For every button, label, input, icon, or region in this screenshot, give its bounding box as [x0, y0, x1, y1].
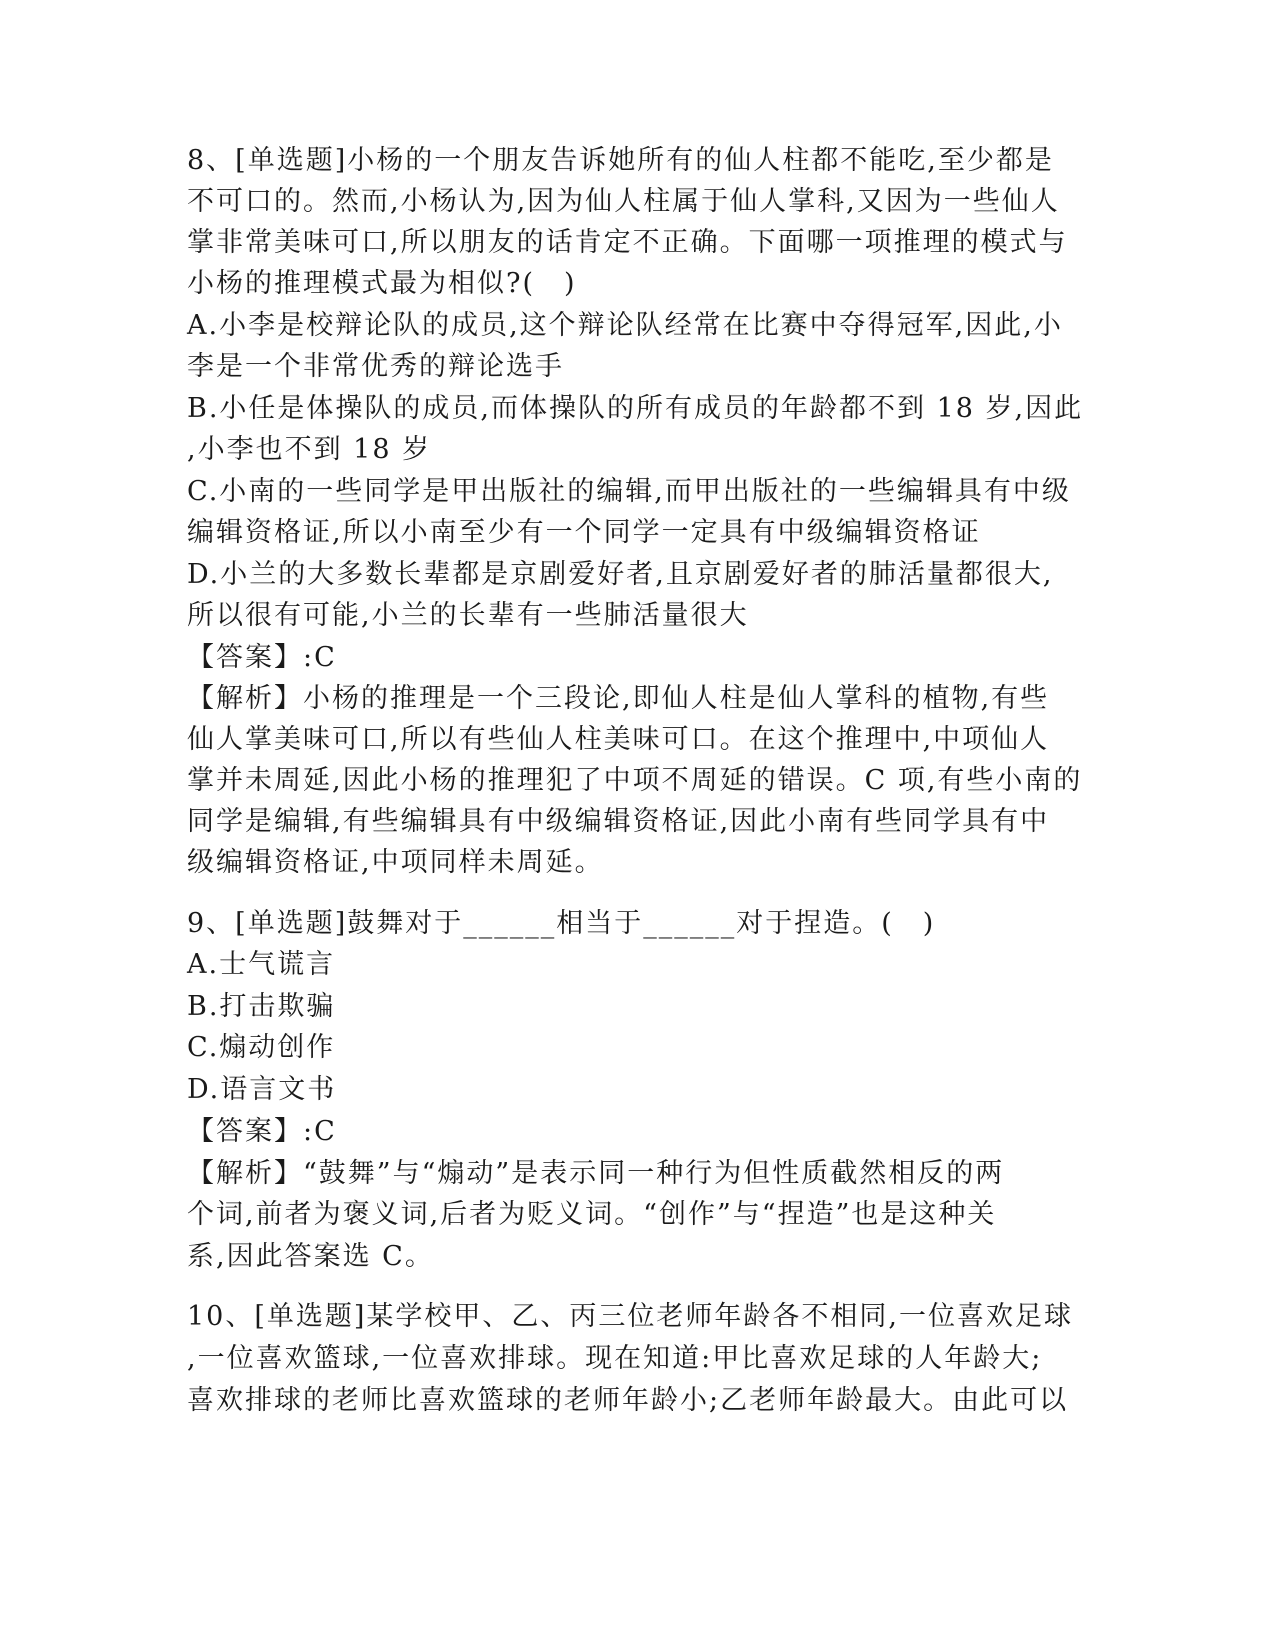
option-a: A.小李是校辩论队的成员,这个辩论队经常在比赛中夺得冠军,因此,小	[187, 310, 1063, 341]
analysis-line: 同学是编辑,有些编辑具有中级编辑资格证,因此小南有些同学具有中	[187, 806, 1050, 837]
question-stem-line: ,一位喜欢篮球,一位喜欢排球。现在知道:甲比喜欢足球的人年龄大;	[187, 1343, 1043, 1374]
question-stem-line: 小杨的推理模式最为相似?( )	[187, 268, 577, 299]
question-stem-line: 10、[单选题]某学校甲、乙、丙三位老师年龄各不相同,一位喜欢足球	[187, 1301, 1074, 1332]
answer-line: 【答案】:C	[187, 642, 337, 673]
option-c: C.煽动创作	[187, 1032, 336, 1063]
analysis-line: 系,因此答案选 C。	[187, 1241, 434, 1272]
option-a: A.士气谎言	[187, 949, 336, 980]
option-d: D.语言文书	[187, 1074, 337, 1105]
option-b: B.打击欺骗	[187, 991, 336, 1022]
analysis-line: 级编辑资格证,中项同样未周延。	[187, 847, 604, 878]
option-d: D.小兰的大多数长辈都是京剧爱好者,且京剧爱好者的肺活量都很大,	[187, 559, 1054, 590]
option-c: C.小南的一些同学是甲出版社的编辑,而甲出版社的一些编辑具有中级	[187, 476, 1071, 507]
analysis-line: 个词,前者为褒义词,后者为贬义词。“创作”与“捏造”也是这种关	[187, 1199, 997, 1230]
option-c-continued: 编辑资格证,所以小南至少有一个同学一定具有中级编辑资格证	[187, 517, 981, 548]
question-stem-line: 不可口的。然而,小杨认为,因为仙人柱属于仙人掌科,又因为一些仙人	[187, 186, 1060, 217]
option-a-continued: 李是一个非常优秀的辩论选手	[187, 351, 564, 382]
option-b: B.小任是体操队的成员,而体操队的所有成员的年龄都不到 18 岁,因此	[187, 393, 1084, 424]
analysis-line: 【解析】“鼓舞”与“煽动”是表示同一种行为但性质截然相反的两	[187, 1158, 1005, 1189]
option-d-continued: 所以很有可能,小兰的长辈有一些肺活量很大	[187, 600, 749, 631]
analysis-line: 【解析】小杨的推理是一个三段论,即仙人柱是仙人掌科的植物,有些	[187, 683, 1050, 714]
analysis-line: 仙人掌美味可口,所以有些仙人柱美味可口。在这个推理中,中项仙人	[187, 724, 1050, 755]
question-stem-line: 喜欢排球的老师比喜欢篮球的老师年龄小;乙老师年龄最大。由此可以	[187, 1385, 1069, 1416]
option-b-continued: ,小李也不到 18 岁	[187, 434, 432, 465]
question-stem-line: 8、[单选题]小杨的一个朋友告诉她所有的仙人柱都不能吃,至少都是	[187, 145, 1054, 176]
answer-line: 【答案】:C	[187, 1116, 337, 1147]
question-stem-line: 掌非常美味可口,所以朋友的话肯定不正确。下面哪一项推理的模式与	[187, 227, 1068, 258]
analysis-line: 掌并未周延,因此小杨的推理犯了中项不周延的错误。C 项,有些小南的	[187, 765, 1083, 796]
question-stem-line: 9、[单选题]鼓舞对于______相当于______对于捏造。( )	[187, 908, 936, 939]
